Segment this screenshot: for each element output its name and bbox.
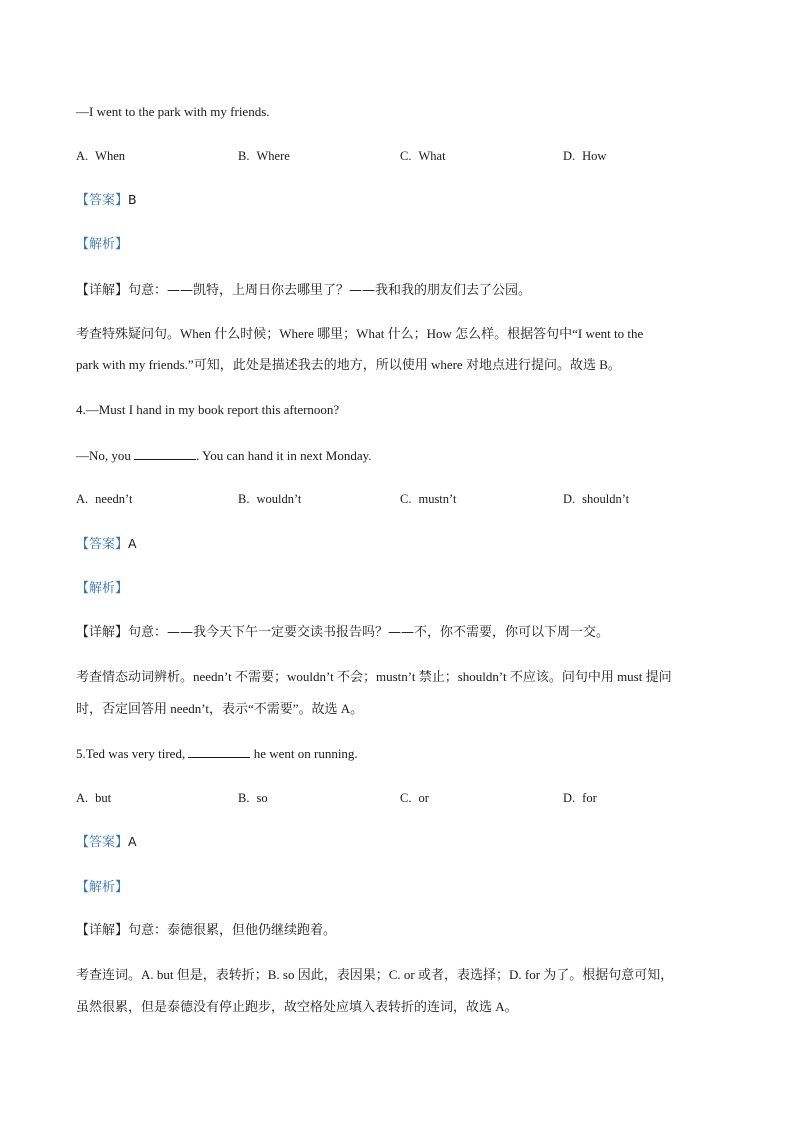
option-text: wouldn’t	[256, 492, 302, 506]
answer-value: A	[128, 536, 137, 551]
q3-explain-line-1: 考查特殊疑问句。When 什么时候；Where 哪里；What 什么；How 怎么样。根据答句中“I went to the	[76, 326, 644, 341]
detail-text: 句意：——凯特，上周日你去哪里了？——我和我的朋友们去了公园。	[128, 283, 532, 298]
analysis-tag: 【解析】	[76, 237, 129, 252]
q4-explain-line-1: 考查情态动词辨析。needn’t 不需要；wouldn’t 不会；mustn’t 禁止；shouldn’t 不应该。问句中用 must 提问	[76, 669, 672, 684]
q4-option-b	[238, 491, 301, 507]
q3-detail	[76, 283, 531, 299]
option-text: needn’t	[95, 492, 133, 506]
analysis-tag: 【解析】	[76, 581, 129, 596]
option-letter: D.	[563, 492, 576, 506]
q3-option-c	[400, 148, 446, 164]
q4-option-d	[563, 491, 629, 507]
option-letter: C.	[400, 791, 412, 805]
q3-option-d	[563, 148, 606, 164]
option-text: so	[256, 791, 268, 805]
option-letter: C.	[400, 149, 412, 163]
q4-answer	[76, 536, 137, 553]
q5-analysis	[76, 879, 128, 896]
detail-tag: 【详解】	[76, 283, 129, 298]
option-text: but	[95, 791, 112, 805]
q3-answer-line: —I went to the park with my friends.	[76, 104, 270, 119]
q3-answer	[76, 192, 137, 209]
option-letter: C.	[400, 492, 412, 506]
q5-option-c	[400, 790, 429, 806]
reply-before: —No, you	[76, 448, 131, 463]
option-text: How	[582, 149, 607, 163]
option-text: for	[582, 791, 597, 805]
q4-option-c	[400, 491, 456, 507]
answer-blank	[188, 745, 250, 758]
q4-reply	[76, 447, 372, 464]
option-letter: A.	[76, 791, 89, 805]
option-text: shouldn’t	[582, 492, 630, 506]
answer-value: A	[128, 834, 137, 849]
detail-text: 句意：——我今天下午一定要交读书报告吗？——不，你不需要，你可以下周一交。	[128, 625, 610, 640]
detail-tag: 【详解】	[76, 625, 129, 640]
option-letter: A.	[76, 149, 89, 163]
q4-analysis	[76, 580, 128, 597]
option-letter: B.	[238, 492, 250, 506]
option-text: When	[95, 149, 126, 163]
q5-answer	[76, 834, 137, 851]
q5-explain-line-1: 考查连词。A. but 但是，表转折；B. so 因此，表因果；C. or 或者，表选择；D. for 为了。根据句意可知，	[76, 967, 674, 982]
q3-explain-line-2: park with my friends.”可知，此处是描述我去的地方，所以使用 where 对地点进行提问。故选 B。	[76, 357, 621, 372]
q5-option-d	[563, 790, 597, 806]
question-before: 5.Ted was very tired,	[76, 746, 186, 761]
answer-blank	[134, 447, 196, 460]
q4-explain-line-2: 时，否定回答用 needn’t，表示“不需要”。故选 A。	[76, 701, 364, 716]
q3-option-b	[238, 148, 290, 164]
q4-detail	[76, 625, 609, 641]
answer-tag: 【答案】	[76, 835, 129, 850]
detail-tag: 【详解】	[76, 923, 129, 938]
question-after: he went on running.	[253, 746, 358, 761]
analysis-tag: 【解析】	[76, 880, 129, 895]
q4-question: 4.—Must I hand in my book report this afternoon?	[76, 402, 340, 417]
option-letter: D.	[563, 149, 576, 163]
option-text: mustn’t	[418, 492, 457, 506]
answer-tag: 【答案】	[76, 537, 129, 552]
option-text: or	[418, 791, 429, 805]
q5-option-a	[76, 790, 111, 806]
option-letter: A.	[76, 492, 89, 506]
option-letter: B.	[238, 149, 250, 163]
option-text: Where	[256, 149, 290, 163]
reply-after: . You can hand it in next Monday.	[196, 448, 372, 463]
q5-option-b	[238, 790, 268, 806]
q4-option-a	[76, 491, 132, 507]
answer-tag: 【答案】	[76, 193, 129, 208]
option-text: What	[418, 149, 446, 163]
option-letter: D.	[563, 791, 576, 805]
q3-option-a	[76, 148, 125, 164]
q3-analysis	[76, 236, 128, 253]
q5-detail	[76, 923, 336, 939]
q5-question	[76, 745, 358, 762]
option-letter: B.	[238, 791, 250, 805]
detail-text: 句意：泰德很累，但他仍继续跑着。	[128, 923, 337, 938]
answer-value: B	[128, 192, 137, 207]
q5-explain-line-2: 虽然很累，但是泰德没有停止跑步，故空格处应填入表转折的连词，故选 A。	[76, 999, 518, 1014]
